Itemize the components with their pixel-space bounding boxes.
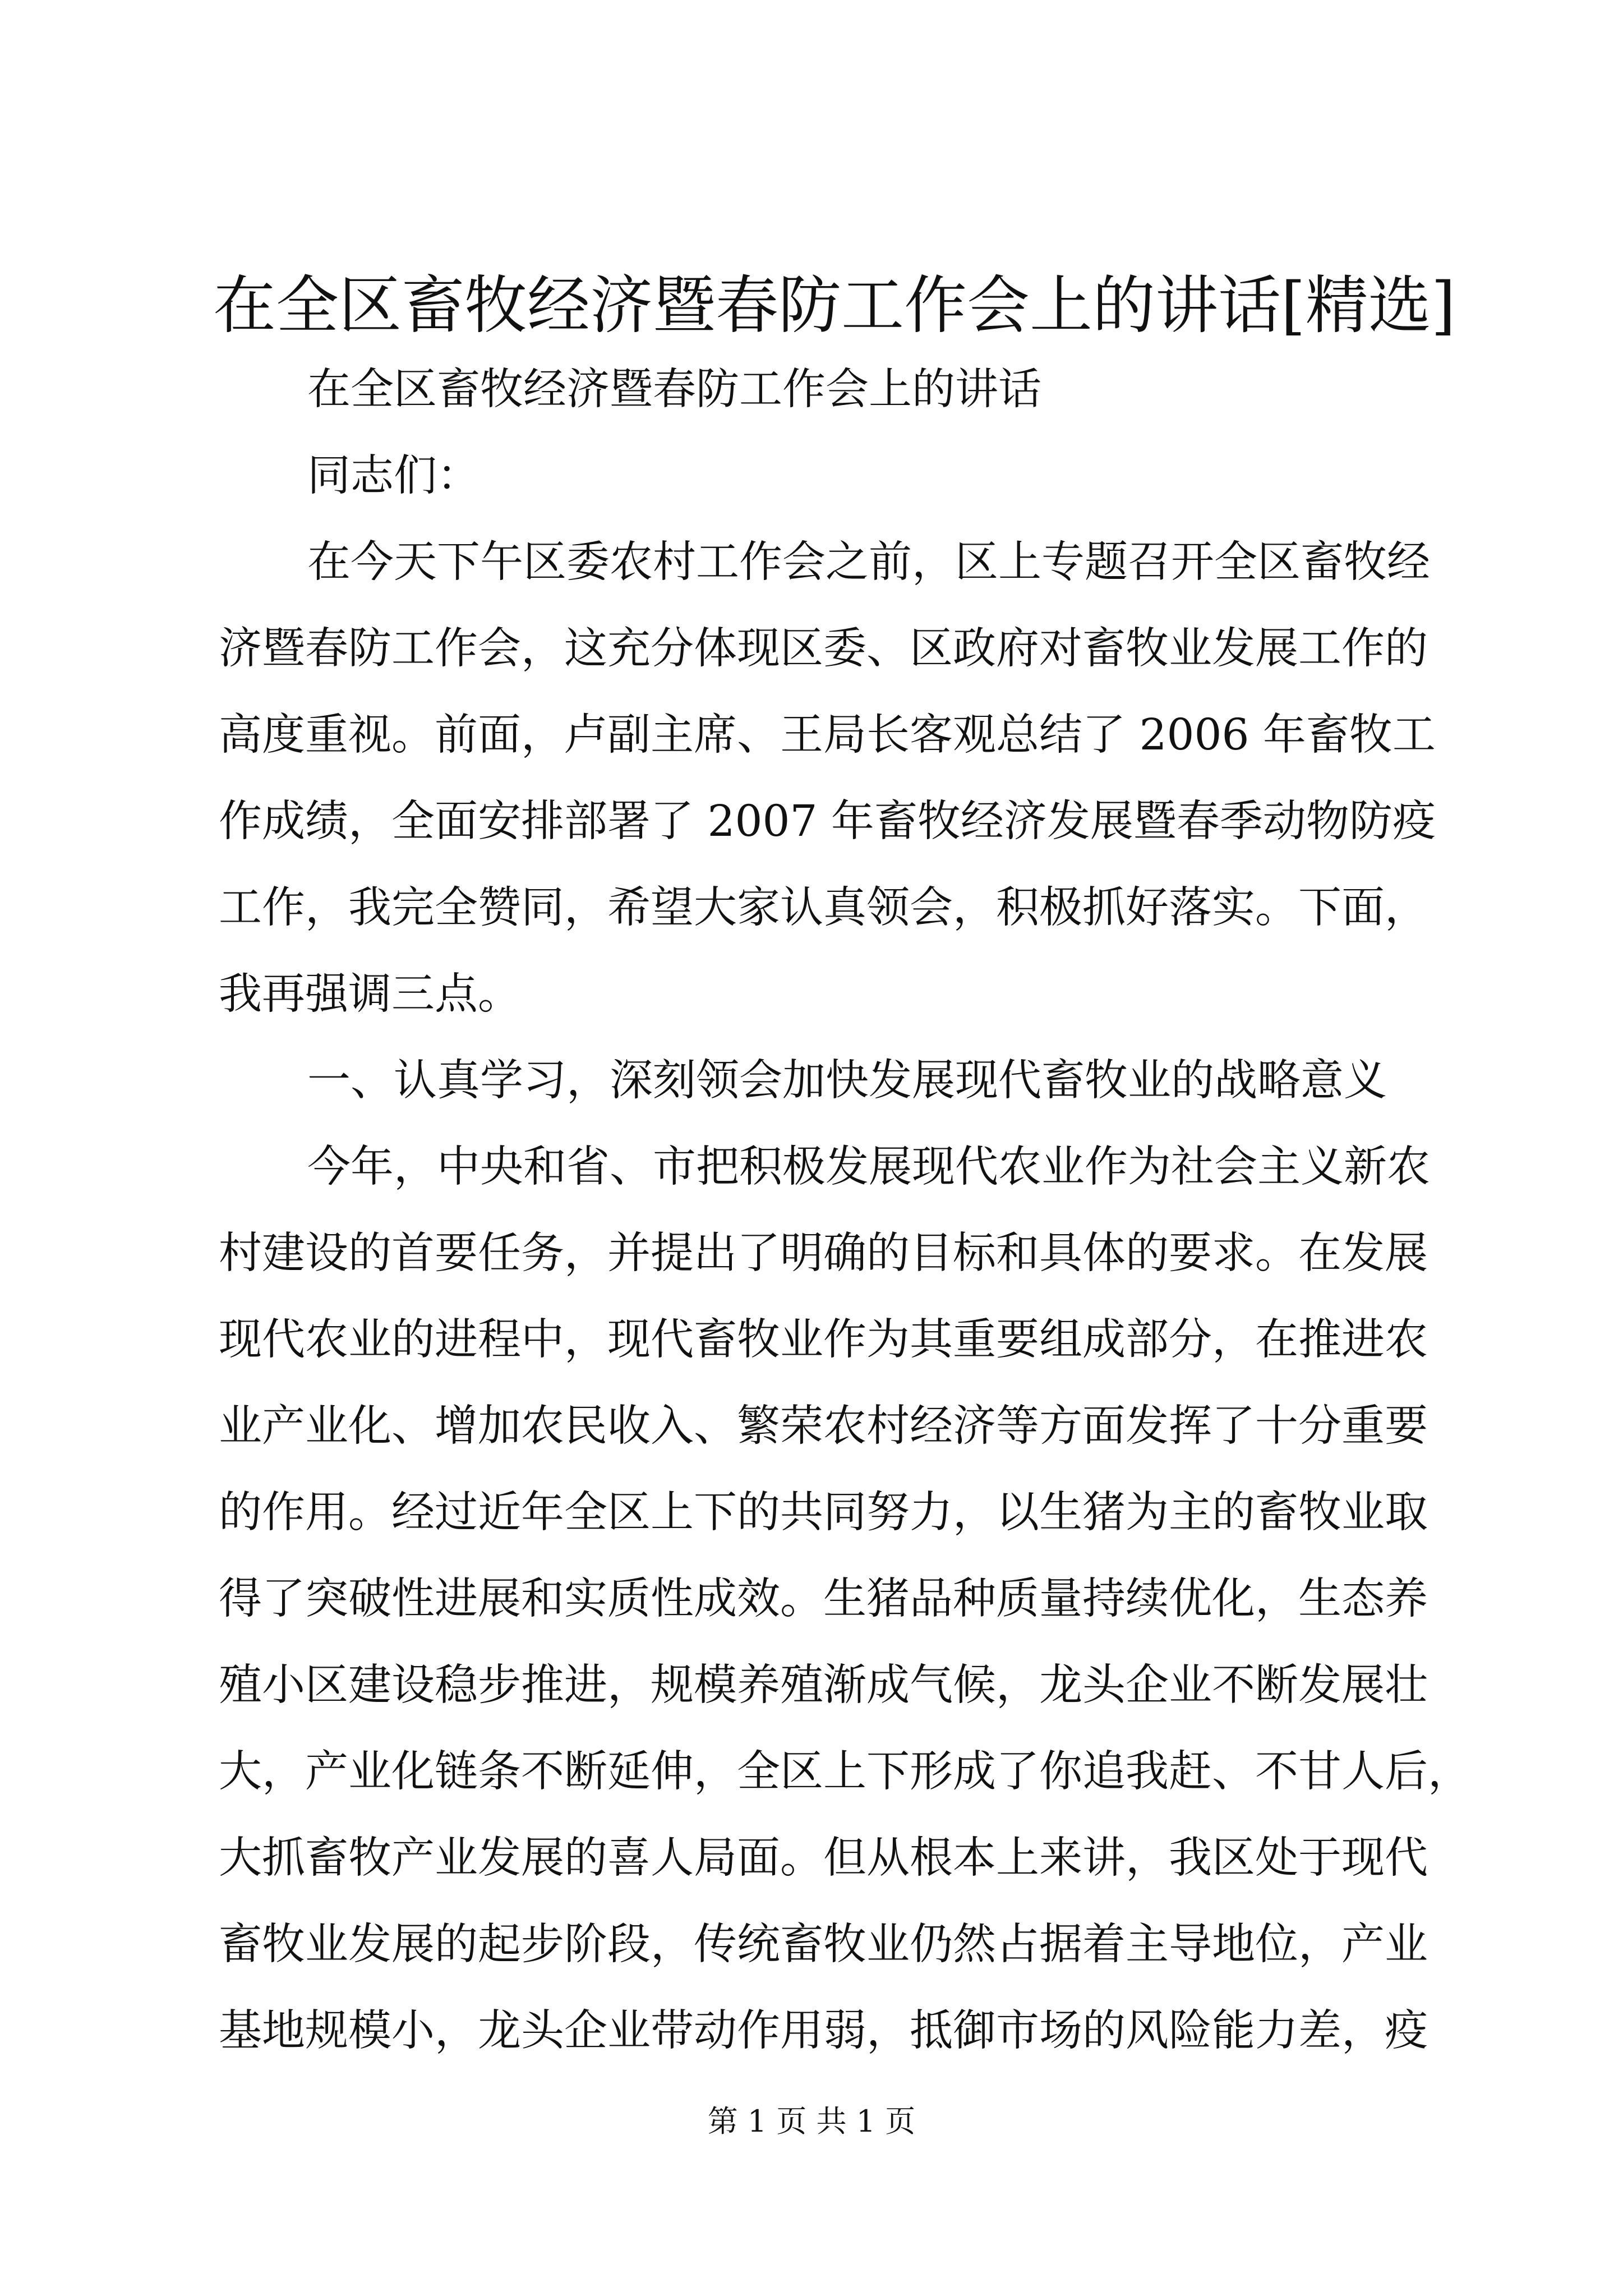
document-body <box>219 347 1471 2074</box>
paragraph-line: 今年，中央和省、市把积极发展现代农业作为社会主义新农 <box>307 1142 1430 1192</box>
subtitle-line: 在全区畜牧经济暨春防工作会上的讲话 <box>307 365 1041 415</box>
paragraph-line: 我再强调三点。 <box>219 969 521 1019</box>
salutation-line: 同志们： <box>307 451 480 501</box>
document-title: 在全区畜牧经济暨春防工作会上的讲话[精选] <box>213 269 1456 342</box>
paragraph-line: 现代农业的进程中，现代畜牧业作为其重要组成部分，在推进农 <box>219 1315 1428 1365</box>
page-footer: 第 1 页 共 1 页 <box>707 2104 916 2139</box>
paragraph-line: 在今天下午区委农村工作会之前，区上专题召开全区畜牧经 <box>307 537 1430 587</box>
paragraph-line: 殖小区建设稳步推进，规模养殖渐成气候，龙头企业不断发展壮 <box>219 1660 1428 1710</box>
paragraph-line: 作成绩，全面安排部署了 2007 年畜牧经济发展暨春季动物防疫 <box>219 797 1436 846</box>
paragraph-line: 基地规模小，龙头企业带动作用弱，抵御市场的风险能力差，疫 <box>219 2006 1428 2056</box>
paragraph-line: 的作用。经过近年全区上下的共同努力，以生猪为主的畜牧业取 <box>219 1488 1428 1538</box>
paragraph-line: 业产业化、增加农民收入、繁荣农村经济等方面发挥了十分重要 <box>219 1401 1428 1451</box>
paragraph-line: 得了突破性进展和实质性成效。生猪品种质量持续优化，生态养 <box>219 1574 1428 1624</box>
paragraph-line: 畜牧业发展的起步阶段，传统畜牧业仍然占据着主导地位，产业 <box>219 1920 1428 1970</box>
paragraph-line: 济暨春防工作会，这充分体现区委、区政府对畜牧业发展工作的 <box>219 624 1428 674</box>
paragraph-line: 大抓畜牧产业发展的喜人局面。但从根本上来讲，我区处于现代 <box>219 1833 1428 1883</box>
paragraph-line: 大，产业化链条不断延伸，全区上下形成了你追我赶、不甘人后， <box>219 1747 1471 1797</box>
section-heading: 一、认真学习，深刻领会加快发展现代畜牧业的战略意义 <box>307 1056 1387 1106</box>
paragraph-line: 高度重视。前面，卢副主席、王局长客观总结了 2006 年畜牧工 <box>219 710 1436 760</box>
paragraph-line: 村建设的首要任务，并提出了明确的目标和具体的要求。在发展 <box>219 1228 1428 1278</box>
paragraph-line: 工作，我完全赞同，希望大家认真领会，积极抓好落实。下面， <box>219 883 1428 933</box>
